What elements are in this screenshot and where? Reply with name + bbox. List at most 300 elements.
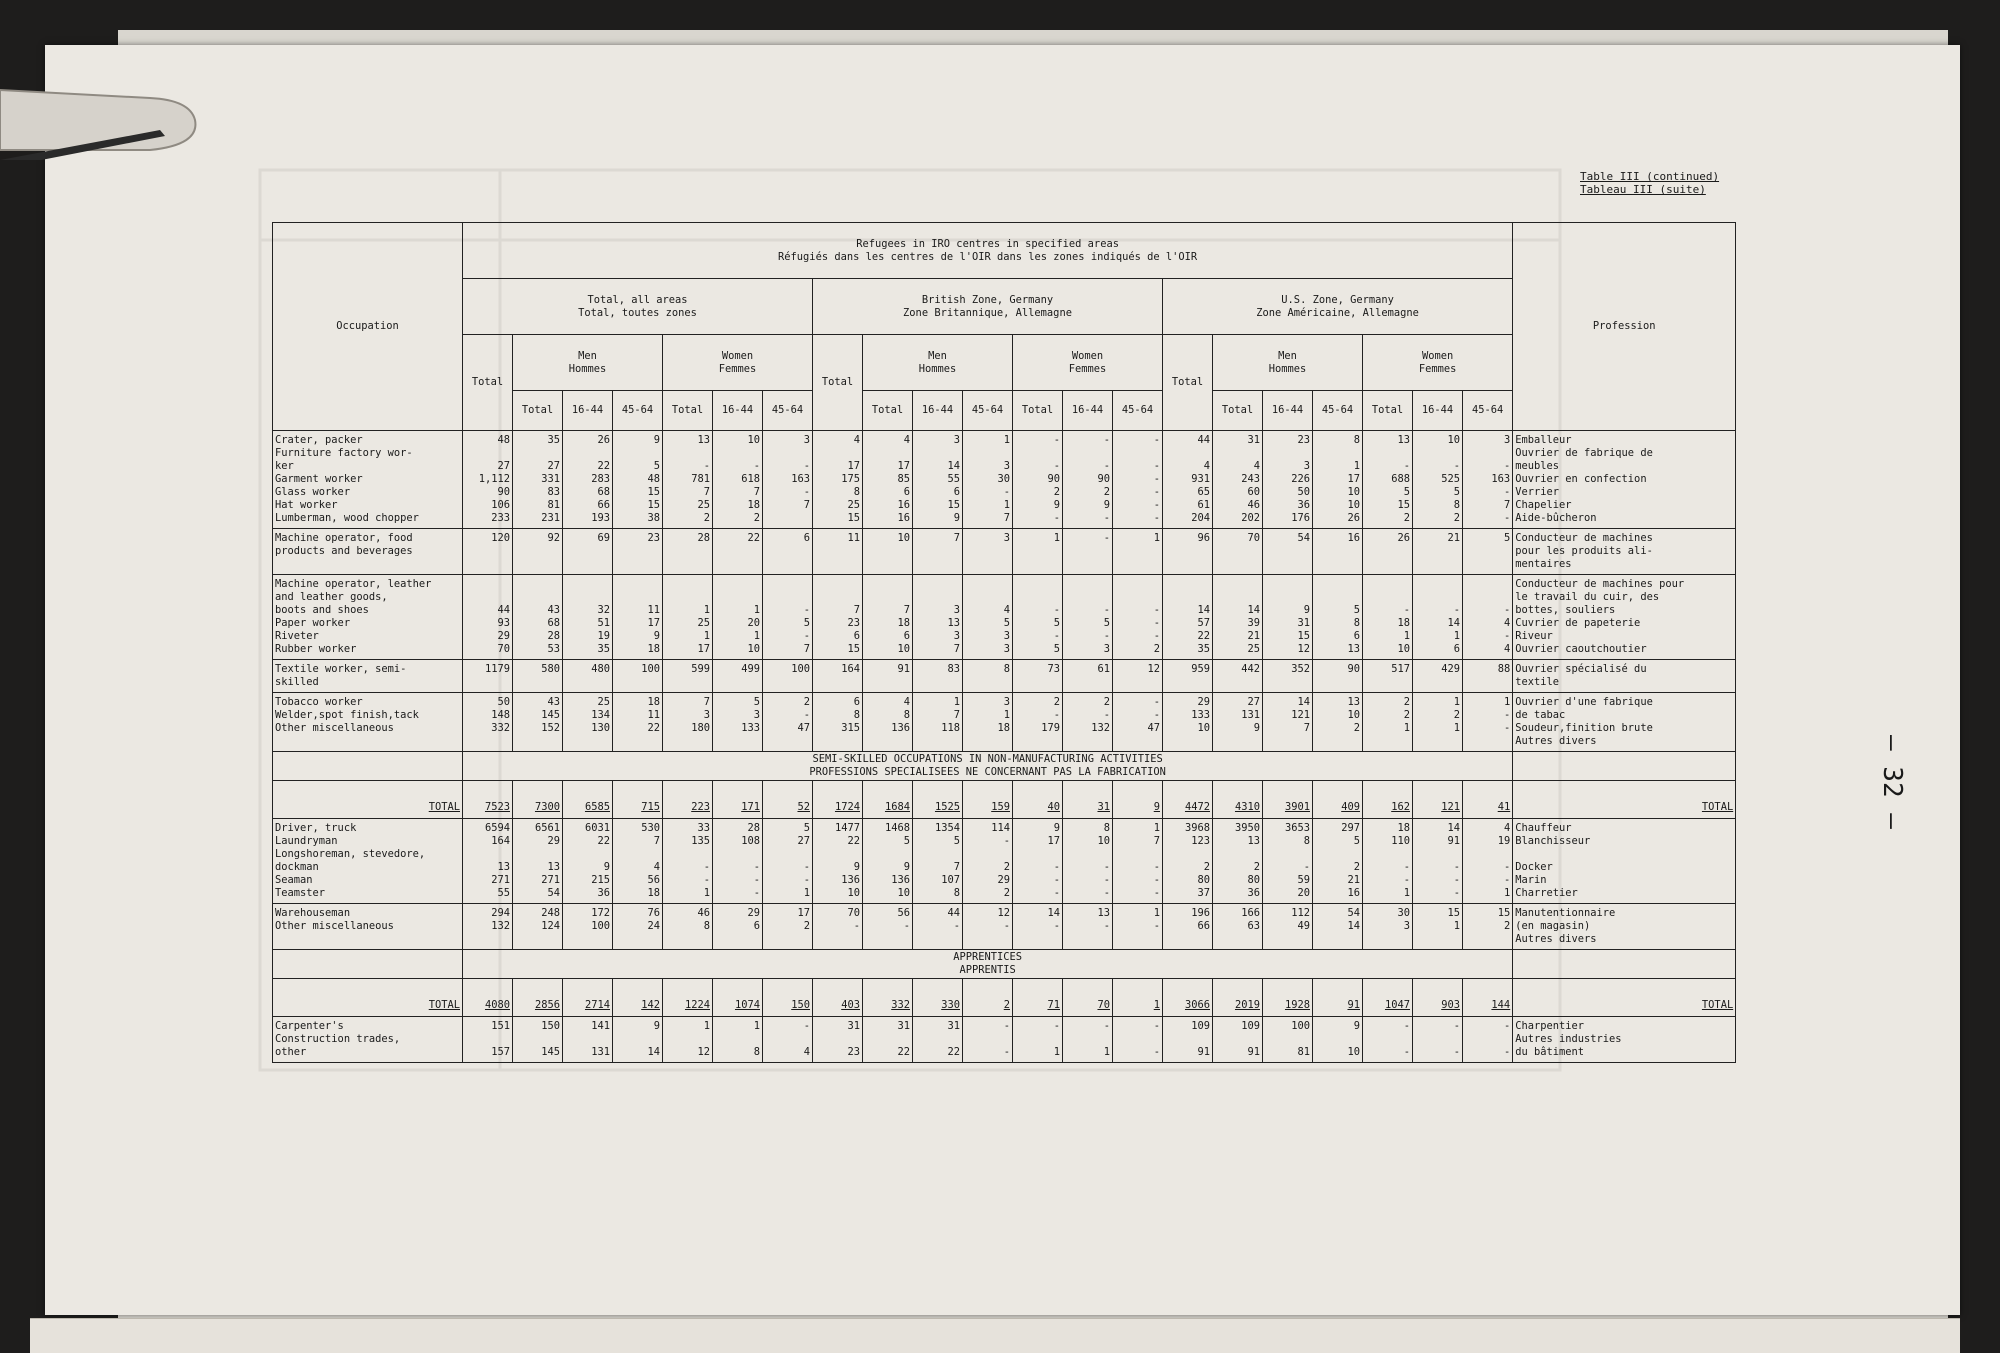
table-value: - 1 [1063,1017,1113,1063]
sub-header: Total [1213,391,1263,431]
table-value: 11 17 9 18 [613,575,663,660]
sub-header: Total [1363,391,1413,431]
table-row [273,431,1736,529]
table-row [273,529,1736,575]
sub-header: 45-64 [1463,391,1513,431]
table-value: - 5 - 3 [1063,575,1113,660]
sub-header: 45-64 [1313,391,1363,431]
total-value: 121 [1413,781,1463,819]
table-value: - - [1463,1017,1513,1063]
table-value: 9 5 48 15 15 38 [613,431,663,529]
table-value: - - - - - - [1113,431,1163,529]
table-value: 7 [913,529,963,575]
men-header [863,335,1013,391]
blank-cell [1513,752,1736,781]
occupation-header: Occupation [273,223,463,431]
area-fr: Zone Américaine, Allemagne [1256,306,1419,319]
table-value: 5 8 6 13 [1313,575,1363,660]
table-value: 3 1 18 [963,693,1013,752]
table-value: 13 - 781 7 25 2 [663,431,713,529]
table-value: 4 17 85 6 16 16 [863,431,913,529]
table-value: - - [963,1017,1013,1063]
table-value: 4 5 3 3 [963,575,1013,660]
profession-label: Ouvrier d'une fabrique de tabac Soudeur,finition brute Autres divers [1513,693,1736,752]
table-value: 499 [713,660,763,693]
table-value: 442 [1213,660,1263,693]
profession-label: Chauffeur Blanchisseur Docker Marin Charretier [1513,819,1736,904]
women-en: Women [721,349,754,362]
table-value: 31 23 [813,1017,863,1063]
table-value: 33 135 - - 1 [663,819,713,904]
sub-header: Total [863,391,913,431]
sub-header: Total [1013,391,1063,431]
table-value: 16 [1313,529,1363,575]
men-fr: Hommes [568,362,607,375]
profession-label: Conducteur de machines pour le travail du cuir, des bottes, souliers Cuvrier de papeterie Riveur Ouvrier caoutchoutier [1513,575,1736,660]
table-value: 1179 [463,660,513,693]
table-value: 9 14 [613,1017,663,1063]
total-value: 3901 [1263,781,1313,819]
table-value: 32 51 19 35 [563,575,613,660]
occupation-label: Textile worker, semi- skilled [273,660,463,693]
table-value: 48 27 1,112 90 106 233 [463,431,513,529]
table-value: 3 13 3 7 [913,575,963,660]
table-body [273,431,1736,1063]
table-value: 3 [963,529,1013,575]
table-value: 352 [1263,660,1313,693]
total-value: 41 [1463,781,1513,819]
profession-label: Conducteur de machines pour les produits ali- mentaires [1513,529,1736,575]
main-header-en: Refugees in IRO centres in specified areas [856,237,1119,250]
table-value: 6031 22 9 215 36 [563,819,613,904]
table-value: 112 49 [1263,904,1313,950]
table-value: - - 90 2 9 - [1063,431,1113,529]
men-fr: Hommes [1268,362,1307,375]
blank-cell [273,752,463,781]
total-header: Total [1163,335,1213,431]
table-value: 599 [663,660,713,693]
total-profession: TOTAL [1513,979,1736,1017]
table-value: - 1 [1013,1017,1063,1063]
table-value: 50 148 332 [463,693,513,752]
total-value: 6585 [563,781,613,819]
table-value: 43 68 28 53 [513,575,563,660]
table-row [273,575,1736,660]
table-value: 5 [1463,529,1513,575]
table-value: 109 91 [1163,1017,1213,1063]
table-value: 580 [513,660,563,693]
page-number: – 32 – [1877,735,1907,829]
table-value: 4 17 175 8 25 15 [813,431,863,529]
table-value: 56 - [863,904,913,950]
table-value: - - 90 2 9 - [1013,431,1063,529]
table-value: 46 8 [663,904,713,950]
table-value: 14 91 - - - [1413,819,1463,904]
total-value: 144 [1463,979,1513,1017]
table-value: 9 17 - - - [1013,819,1063,904]
table-value: 141 131 [563,1017,613,1063]
profession-label: Emballeur Ouvrier de fabrique de meubles Ouvrier en confection Verrier Chapelier Aide-bûcheron [1513,431,1736,529]
table-caption-en: Table III (continued) [1580,170,1720,183]
table-value: 164 [813,660,863,693]
area-fr: Zone Britannique, Allemagne [903,306,1072,319]
table-value: 166 63 [1213,904,1263,950]
table-value: - 4 - 4 [1463,575,1513,660]
section-heading-row [273,950,1736,979]
table-value: 9 10 [1313,1017,1363,1063]
table-caption-fr: Tableau III (suite) [1580,183,1706,196]
table-value: 120 [463,529,513,575]
total-value: 1928 [1263,979,1313,1017]
total-value: 171 [713,781,763,819]
table-value: 96 [1163,529,1213,575]
table-value: - - [1113,1017,1163,1063]
total-row [273,781,1736,819]
total-value: 1224 [663,979,713,1017]
women-header [663,335,813,391]
area-en: U.S. Zone, Germany [1281,293,1394,306]
occupation-label: Carpenter's Construction trades, other [273,1017,463,1063]
total-value: 70 [1063,979,1113,1017]
table-value: 3 - 163 - 7 [763,431,813,529]
table-value: 2 - 179 [1013,693,1063,752]
table-value: 1 8 [713,1017,763,1063]
table-value: 10 [863,529,913,575]
table-value: 13 - 688 5 15 2 [1363,431,1413,529]
total-value: 1724 [813,781,863,819]
table-value: 26 22 283 68 66 193 [563,431,613,529]
total-value: 52 [763,781,813,819]
table-value: 1 25 1 17 [663,575,713,660]
table-value: - - [1413,1017,1463,1063]
table-value: 25 134 130 [563,693,613,752]
table-value: 530 7 4 56 18 [613,819,663,904]
table-value: 1 12 [663,1017,713,1063]
table-value: 100 [613,660,663,693]
table-value: 91 [863,660,913,693]
sub-header: 16-44 [1413,391,1463,431]
table-value: 83 [913,660,963,693]
table-value: 6 [763,529,813,575]
table-row [273,819,1736,904]
men-header [513,335,663,391]
next-page-edge [30,1318,1960,1353]
total-value: 2856 [513,979,563,1017]
table-value: 1354 5 7 107 8 [913,819,963,904]
refugee-occupation-table [272,222,1736,1063]
table-value: - - 47 [1113,693,1163,752]
men-fr: Hommes [918,362,957,375]
table-value: 100 [763,660,813,693]
total-value: 4472 [1163,781,1213,819]
table-value: 10 - 618 7 18 2 [713,431,763,529]
table-value: 30 3 [1363,904,1413,950]
table-value: 1 3 30 - 1 7 [963,431,1013,529]
table-value: - 14 1 6 [1413,575,1463,660]
table-value: 69 [563,529,613,575]
men-en: Men [1278,349,1297,362]
table-value: 4 8 136 [863,693,913,752]
total-value: 715 [613,781,663,819]
table-value: 1477 22 9 136 10 [813,819,863,904]
table-value: 29 6 [713,904,763,950]
table-value: - - - 2 [1113,575,1163,660]
women-header [1013,335,1163,391]
sub-header: 16-44 [713,391,763,431]
table-value: 18 11 22 [613,693,663,752]
table-value: 5 3 133 [713,693,763,752]
table-value: 6594 164 13 271 55 [463,819,513,904]
total-value: 1684 [863,781,913,819]
total-header: Total [463,335,513,431]
table-row [273,660,1736,693]
total-label: TOTAL [273,781,463,819]
total-value: 71 [1013,979,1063,1017]
total-value: 223 [663,781,713,819]
blank-cell [1513,950,1736,979]
profession-label: Manutentionnaire (en magasin) Autres divers [1513,904,1736,950]
table-value: 23 3 226 50 36 176 [1263,431,1313,529]
table-value: 1 [1013,529,1063,575]
table-value: 70 [1213,529,1263,575]
table-value: 31 22 [863,1017,913,1063]
total-value: 150 [763,979,813,1017]
sub-header: Total [513,391,563,431]
table-row [273,904,1736,950]
table-value: 17 2 [763,904,813,950]
table-value: 15 2 [1463,904,1513,950]
profession-label: Ouvrier spécialisé du textile [1513,660,1736,693]
sub-header: 16-44 [1063,391,1113,431]
total-profession: TOTAL [1513,781,1736,819]
main-header [463,223,1513,279]
table-value: 8 10 - - - [1063,819,1113,904]
area-en: British Zone, Germany [921,293,1054,306]
section-heading-row [273,752,1736,781]
table-value: 7 3 180 [663,693,713,752]
section-heading: APPRENTICES APPRENTIS [463,950,1513,979]
area-header-total [463,279,813,335]
table-value: 297 5 2 21 16 [1313,819,1363,904]
table-value: 12 - [963,904,1013,950]
table-value: 3950 13 2 80 36 [1213,819,1263,904]
sub-header: 16-44 [563,391,613,431]
table-value: 13 - [1063,904,1113,950]
table-value: - - [1363,1017,1413,1063]
table-value: 109 91 [1213,1017,1263,1063]
table-value: 2 - 132 [1063,693,1113,752]
sub-header: 16-44 [1263,391,1313,431]
table-value: 3653 8 - 59 20 [1263,819,1313,904]
data-table-container [272,222,1735,1210]
total-value: 31 [1063,781,1113,819]
table-value: 14 121 7 [1263,693,1313,752]
table-value: 21 [1413,529,1463,575]
occupation-label: Machine operator, food products and beverages [273,529,463,575]
table-value: 44 - [913,904,963,950]
total-value: 403 [813,979,863,1017]
table-value: 1 7 - - - [1113,819,1163,904]
table-value: 7 23 6 15 [813,575,863,660]
table-value: 8 1 17 10 10 26 [1313,431,1363,529]
table-value: 196 66 [1163,904,1213,950]
sub-header: 45-64 [1113,391,1163,431]
table-value: 7 18 6 10 [863,575,913,660]
table-value: 100 81 [1263,1017,1313,1063]
total-value: 409 [1313,781,1363,819]
table-row [273,693,1736,752]
table-value: 8 [963,660,1013,693]
table-value: - [1063,529,1113,575]
table-value: 1 7 118 [913,693,963,752]
total-value: 91 [1313,979,1363,1017]
occupation-label: Crater, packer Furniture factory wor- ker Garment worker Glass worker Hat worker Lumberman, wood chopper [273,431,463,529]
table-value: 26 [1363,529,1413,575]
table-value: 150 145 [513,1017,563,1063]
table-value: 2 - 47 [763,693,813,752]
total-value: 1 [1113,979,1163,1017]
total-value: 2 [963,979,1013,1017]
sub-header: 45-64 [613,391,663,431]
table-value: 13 10 2 [1313,693,1363,752]
total-value: 4310 [1213,781,1263,819]
table-value: - 4 [763,1017,813,1063]
total-value: 3066 [1163,979,1213,1017]
total-value: 9 [1113,781,1163,819]
table-value: 23 [613,529,663,575]
total-value: 1074 [713,979,763,1017]
table-value: 70 - [813,904,863,950]
table-value: 3968 123 2 80 37 [1163,819,1213,904]
table-value: 172 100 [563,904,613,950]
table-value: 44 4 931 65 61 204 [1163,431,1213,529]
table-value: 151 157 [463,1017,513,1063]
table-value: 1468 5 9 136 10 [863,819,913,904]
table-value: - 5 - 7 [763,575,813,660]
total-value: 2019 [1213,979,1263,1017]
table-value: 9 31 15 12 [1263,575,1313,660]
table-value: 114 - 2 29 2 [963,819,1013,904]
area-header-us [1163,279,1513,335]
men-header [1213,335,1363,391]
women-header [1363,335,1513,391]
table-value: 15 1 [1413,904,1463,950]
table-value: 54 [1263,529,1313,575]
table-value: - 18 1 10 [1363,575,1413,660]
occupation-label: Tobacco worker Welder,spot finish,tack Other miscellaneous [273,693,463,752]
total-value: 162 [1363,781,1413,819]
table-value: 294 132 [463,904,513,950]
table-value: 1 [1113,529,1163,575]
women-en: Women [1071,349,1104,362]
area-en: Total, all areas [587,293,688,306]
blank-cell [273,950,463,979]
total-value: 159 [963,781,1013,819]
occupation-label: Warehouseman Other miscellaneous [273,904,463,950]
total-value: 40 [1013,781,1063,819]
table-value: 88 [1463,660,1513,693]
sub-header: 45-64 [963,391,1013,431]
table-value: 92 [513,529,563,575]
profession-header: Profession [1513,223,1736,431]
table-value: 11 [813,529,863,575]
table-value: 76 24 [613,904,663,950]
area-header-british [813,279,1163,335]
women-fr: Femmes [718,362,757,375]
table-value: 1 - [1113,904,1163,950]
total-value: 2714 [563,979,613,1017]
table-value: - 5 - 5 [1013,575,1063,660]
total-value: 1525 [913,781,963,819]
total-row [273,979,1736,1017]
table-value: 90 [1313,660,1363,693]
total-value: 7523 [463,781,513,819]
women-fr: Femmes [1418,362,1457,375]
total-value: 1047 [1363,979,1413,1017]
table-value: 18 110 - - 1 [1363,819,1413,904]
total-value: 332 [863,979,913,1017]
table-value: 517 [1363,660,1413,693]
section-heading: SEMI-SKILLED OCCUPATIONS IN NON-MANUFACTURING ACTIVITIES PROFESSIONS SPECIALISEES NE CONCERNANT PAS LA FABRICATION [463,752,1513,781]
total-header: Total [813,335,863,431]
table-value: 22 [713,529,763,575]
table-value: 248 124 [513,904,563,950]
area-fr: Total, toutes zones [578,306,697,319]
table-value: 3 14 55 6 15 9 [913,431,963,529]
table-value: 14 - [1013,904,1063,950]
total-value: 903 [1413,979,1463,1017]
sub-header: 45-64 [763,391,813,431]
table-value: 54 14 [1313,904,1363,950]
table-value: 2 2 1 [1363,693,1413,752]
table-value: 3 - 163 - 7 - [1463,431,1513,529]
total-label: TOTAL [273,979,463,1017]
table-value: 27 131 9 [1213,693,1263,752]
table-value: 35 27 331 83 81 231 [513,431,563,529]
table-value: 43 145 152 [513,693,563,752]
men-en: Men [578,349,597,362]
total-value: 142 [613,979,663,1017]
table-value: 6561 29 13 271 54 [513,819,563,904]
table-value: 959 [1163,660,1213,693]
occupation-label: Machine operator, leather and leather goods, boots and shoes Paper worker Riveter Rubber worker [273,575,463,660]
table-value: 6 8 315 [813,693,863,752]
table-value: 12 [1113,660,1163,693]
total-value: 330 [913,979,963,1017]
women-fr: Femmes [1068,362,1107,375]
table-value: 14 39 21 25 [1213,575,1263,660]
table-value: 31 4 243 60 46 202 [1213,431,1263,529]
table-value: 429 [1413,660,1463,693]
table-value: 4 19 - - 1 [1463,819,1513,904]
men-en: Men [928,349,947,362]
table-value: 14 57 22 35 [1163,575,1213,660]
table-value: 1 - - [1463,693,1513,752]
table-value: 31 22 [913,1017,963,1063]
main-header-fr: Réfugiés dans les centres de l'OIR dans les zones indiqués de l'OIR [778,250,1198,263]
table-value: 28 [663,529,713,575]
table-value: 73 [1013,660,1063,693]
sub-header: Total [663,391,713,431]
table-value: 480 [563,660,613,693]
sub-header: 16-44 [913,391,963,431]
table-value: 10 - 525 5 8 2 [1413,431,1463,529]
total-value: 7300 [513,781,563,819]
women-en: Women [1421,349,1454,362]
table-value: 29 133 10 [1163,693,1213,752]
profession-label: Charpentier Autres industries du bâtiment [1513,1017,1736,1063]
table-row [273,1017,1736,1063]
